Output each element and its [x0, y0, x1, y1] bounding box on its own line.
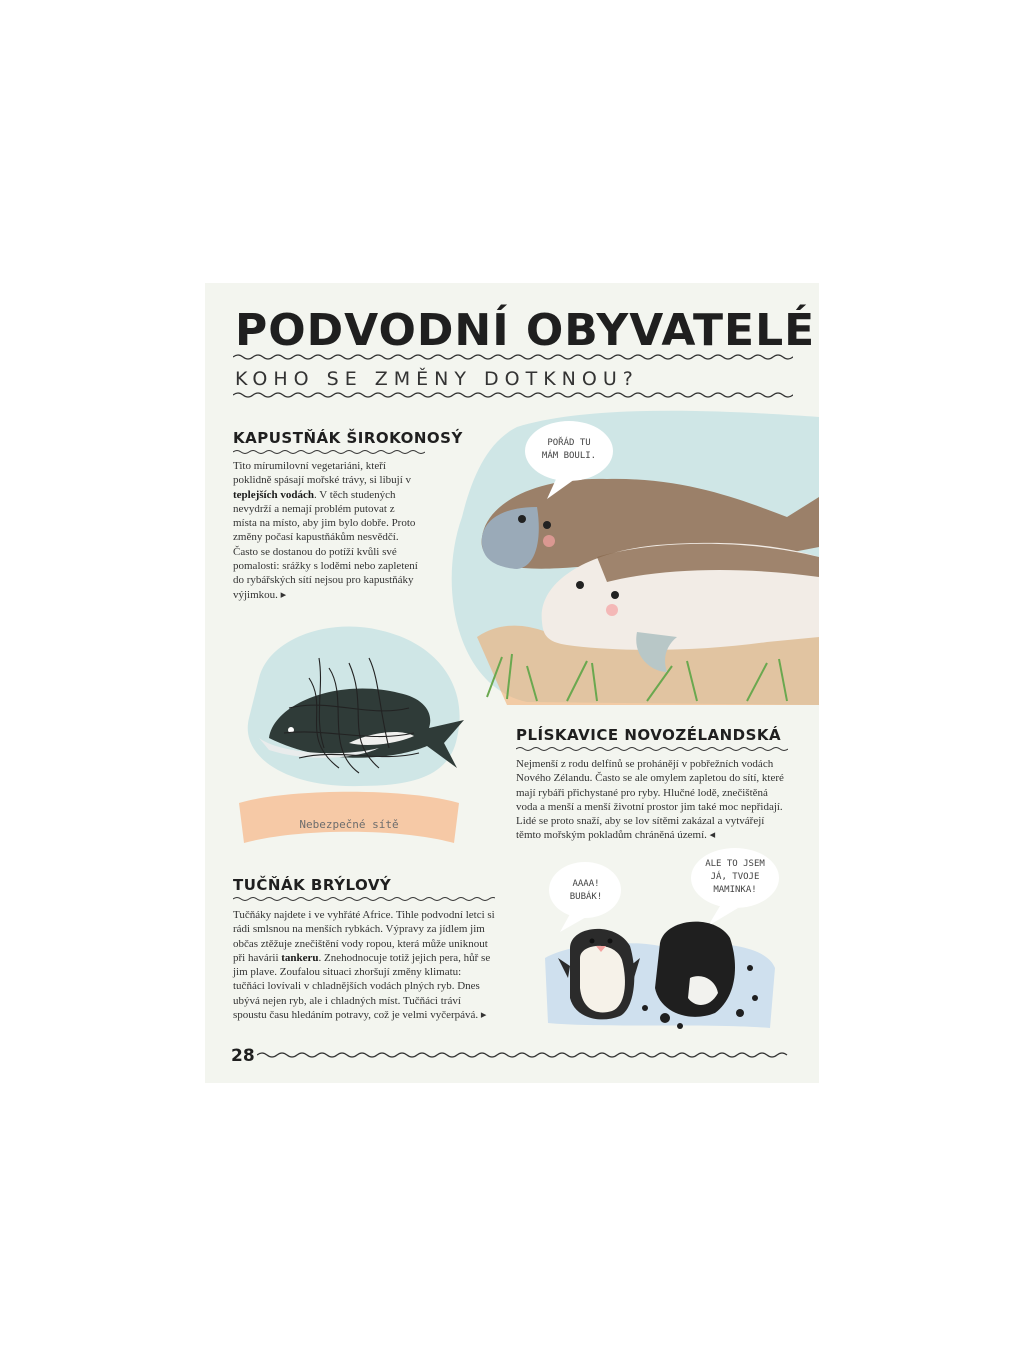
dolphin-heading: PLÍSKAVICE NOVOZÉLANDSKÁ: [516, 726, 782, 744]
penguin-bubble-right-line2: JÁ, TVOJE: [710, 872, 760, 882]
penguin-bubble-right-line1: ALE TO JSEM: [705, 859, 765, 869]
manatee-text: Tito mírumilovní vegetariáni, kteří poklidně spásají mořské trávy, si libují v teplejších vodách. V těch studených nevydrží a nemají problém putovat z místa na místo, aby jim bylo dobře. Proto změny počasí kapustňákům nesvědčí. Často se dostanou do potíží kvůli své pomalosti: srážky s loděmi nebo zapletení do rybářských sítí nejsou pro kapustňáky výjimkou. ▸: [233, 460, 418, 601]
dolphin-text: Nejmenší z rodu delfínů se prohánějí v pobřežních vodách Nového Zélandu. Často se ale omylem zapletou do sítí, které mají rybáři přichystané pro ryby. Hlučné lodě, znečištěná voda a menší a menší životní prostor jim také moc nepřidají. Lidé se proto snaží, aby se lov sítěmi zakázal a vytvářejí těmto mořským pokladům chráněná území. ◂: [516, 758, 784, 842]
net-banner-label: Nebezpečné sítě: [299, 818, 399, 831]
book-page: [205, 283, 819, 1083]
manatee-heading-underline: [233, 449, 425, 455]
page-subtitle: KOHO SE ZMĚNY DOTKNOU?: [235, 368, 639, 390]
dolphin-in-net-illustration: [229, 618, 469, 850]
manatee-illustration: [447, 407, 819, 705]
subtitle-wave-divider: [233, 391, 793, 399]
penguin-bubble-right-line3: MAMINKA!: [713, 885, 757, 895]
manatee-bubble-line2: MÁM BOULI.: [541, 451, 597, 461]
penguin-bubble-left-line1: AAAA!: [572, 879, 600, 889]
penguin-heading: TUČŇÁK BRÝLOVÝ: [233, 876, 392, 894]
penguin-bubble-left-line2: BUBÁK!: [569, 892, 603, 902]
penguins-illustration: [540, 848, 780, 1038]
manatee-bubble-line1: POŘÁD TU: [547, 438, 591, 448]
page-title: PODVODNÍ OBYVATELÉ: [235, 305, 816, 356]
dolphin-heading-underline: [516, 746, 788, 752]
manatee-heading: KAPUSTŇÁK ŠIROKONOSÝ: [233, 429, 463, 447]
page-number: 28: [231, 1046, 255, 1066]
footer-wave-divider: [257, 1051, 791, 1059]
penguin-text: Tučňáky najdete i ve vyhřáté Africe. Tihle podvodní letci si rádi smlsnou na menších rybkách. Výpravy za jídlem jim občas ztěžuje znečištění vody ropou, která může uniknout při havárii tankeru. Znehodnocuje totiž jejich pera, hůř se jim plave. Zoufalou situaci zhoršují změny klimatu: tučňáci lovívali v chladnějších vodách plných ryb. Dnes ubývá nejen ryb, ale i chladných míst. Tučňáci tráví spoustu času hledáním potravy, což je velmi vyčerpává. ▸: [233, 909, 495, 1022]
penguin-heading-underline: [233, 896, 495, 902]
title-wave-divider: [233, 353, 793, 361]
